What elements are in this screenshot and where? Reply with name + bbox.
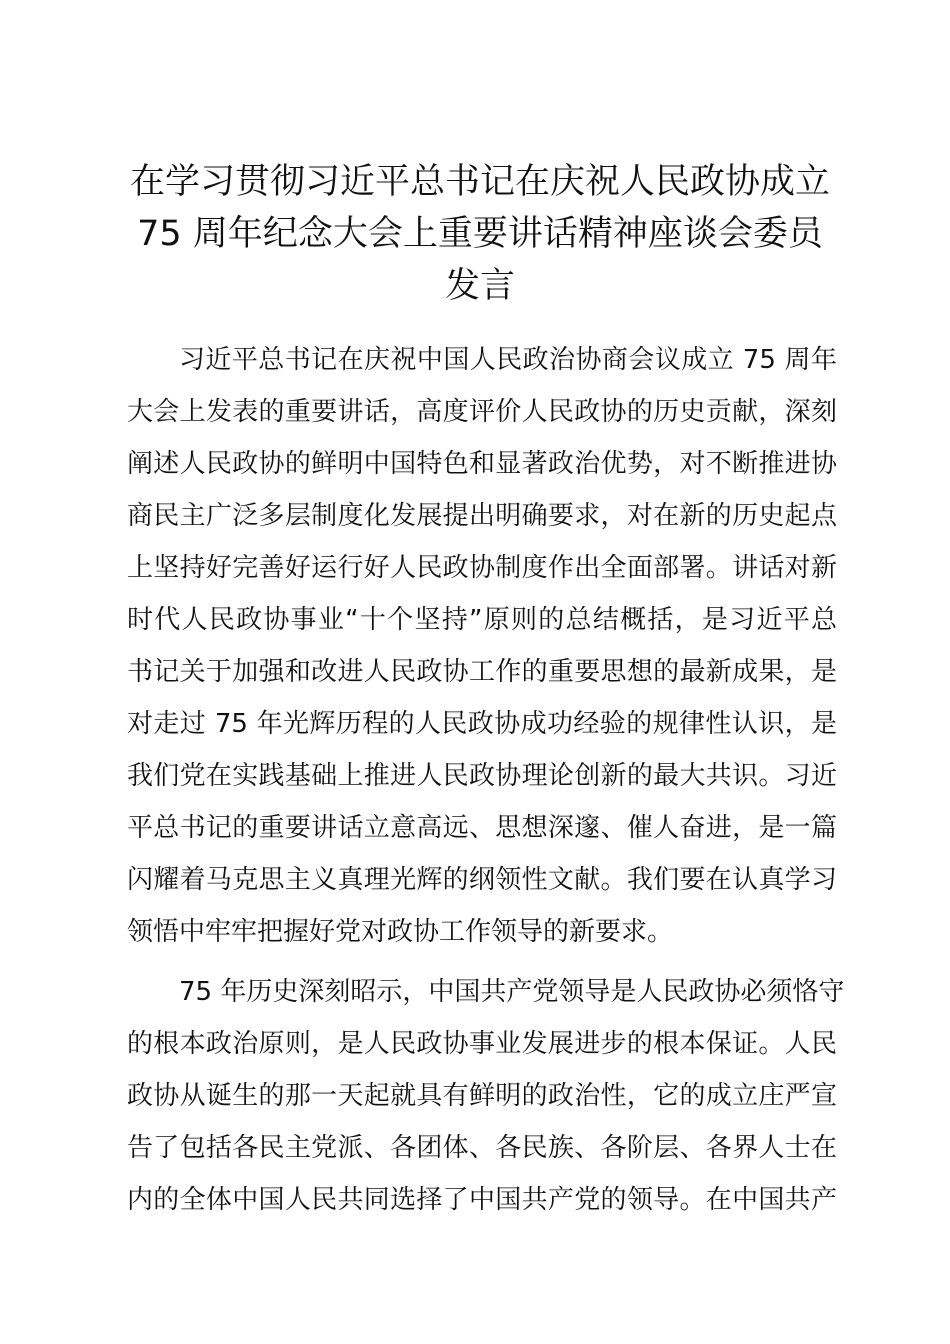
paragraph-line: 领悟中牢牢把握好党对政协工作领导的新要求。 [127, 917, 674, 947]
paragraph-line: 阐述人民政协的鲜明中国特色和显著政治优势，对不断推进协 [127, 449, 837, 479]
paragraph-line: 商民主广泛多层制度化发展提出明确要求，对在新的历史起点 [127, 501, 837, 531]
paragraph-spacer [127, 958, 837, 966]
title-line-2: 75 周年纪念大会上重要讲话精神座谈会委员 [137, 214, 823, 254]
title-line-1: 在学习贯彻习近平总书记在庆祝人民政协成立 [129, 162, 830, 202]
paragraph-line: 告了包括各民主党派、各团体、各民族、各阶层、各界人士在 [127, 1133, 837, 1163]
paragraph-line: 内的全体中国人民共同选择了中国共产党的领导。在中国共产 [127, 1185, 837, 1215]
document-body [127, 334, 845, 1226]
paragraph-line: 平总书记的重要讲话立意高远、思想深邃、催人奋进，是一篇 [127, 813, 837, 843]
paragraph-line: 习近平总书记在庆祝中国人民政治协商会议成立 75 周年 [179, 345, 837, 375]
paragraph-line: 大会上发表的重要讲话，高度评价人民政协的历史贡献，深刻 [127, 397, 837, 427]
paragraph-line: 时代人民政协事业“十个坚持”原则的总结概括，是习近平总 [127, 605, 837, 635]
paragraph-1 [127, 334, 837, 958]
paragraph-line: 75 年历史深刻昭示，中国共产党领导是人民政协必须恪守 [179, 977, 845, 1007]
paragraph-line: 政协从诞生的那一天起就具有鲜明的政治性，它的成立庄严宣 [127, 1081, 837, 1111]
paragraph-line: 书记关于加强和改进人民政协工作的重要思想的最新成果，是 [127, 657, 837, 687]
document-title [120, 156, 840, 312]
paragraph-line: 上坚持好完善好运行好人民政协制度作出全面部署。讲话对新 [127, 553, 837, 583]
paragraph-line: 对走过 75 年光辉历程的人民政协成功经验的规律性认识，是 [127, 709, 837, 739]
paragraph-line: 闪耀着马克思主义真理光辉的纲领性文献。我们要在认真学习 [127, 865, 837, 895]
paragraph-line: 我们党在实践基础上推进人民政协理论创新的最大共识。习近 [127, 761, 837, 791]
paragraph-2 [127, 966, 845, 1226]
title-line-3: 发言 [444, 266, 515, 306]
paragraph-line: 的根本政治原则，是人民政协事业发展进步的根本保证。人民 [127, 1029, 837, 1059]
